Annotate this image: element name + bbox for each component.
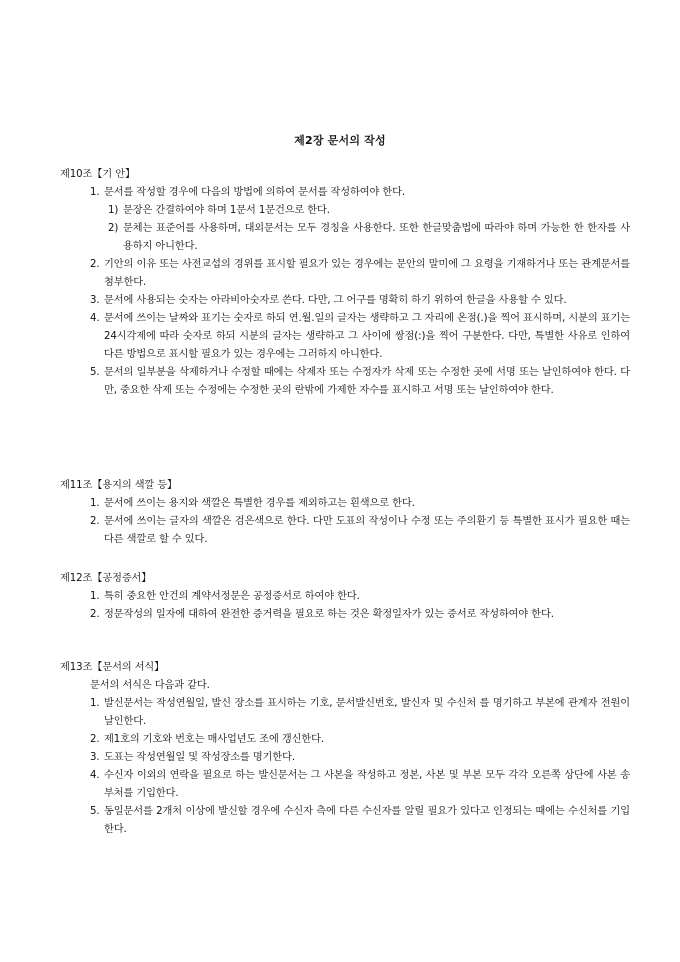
- item-text: 문서에 쓰이는 글자의 색깔은 검은색으로 한다. 다만 도표의 작성이나 수정 또는 주의환기 등 특별한 표시가 필요한 때는 다른 색깔로 할 수 있다.: [104, 516, 630, 545]
- article-item: [90, 184, 630, 202]
- item-number: 2.: [90, 609, 100, 620]
- article-item: [90, 695, 630, 731]
- item-text: 도표는 작성연월일 및 작성장소를 명기한다.: [104, 752, 296, 763]
- item-number: 5.: [90, 806, 100, 817]
- subitem-number: 2): [108, 223, 119, 234]
- article-item: [90, 731, 630, 749]
- article-subitem: [108, 202, 630, 220]
- item-text: 문서에 사용되는 숫자는 아라비아숫자로 쓴다. 다만, 그 어구를 명확히 하기 위하여 한글을 사용할 수 있다.: [104, 295, 567, 306]
- article-intro: 문서의 서식은 다음과 같다.: [90, 680, 210, 691]
- article-item: [90, 803, 630, 839]
- article-item: [90, 292, 630, 310]
- item-number: 2.: [90, 516, 100, 527]
- article-11: [60, 477, 630, 549]
- article-10: [60, 166, 630, 400]
- item-number: 1.: [90, 698, 100, 709]
- item-number: 2.: [90, 734, 100, 745]
- item-text: 문서를 작성할 경우에 다음의 방법에 의하여 문서를 작성하여야 한다.: [104, 187, 405, 198]
- item-text: 수신자 이외의 연락을 필요로 하는 발신문서는 그 사본을 작성하고 정본, 사본 및 부본 모두 각각 오른쪽 상단에 사본 송부처를 기입한다.: [104, 770, 630, 799]
- article-item: [90, 606, 630, 624]
- article-item: [90, 495, 630, 513]
- chapter-title: 제2장 문서의 작성: [294, 134, 386, 147]
- item-text: 문서에 쓰이는 용지와 색깔은 특별한 경우를 제외하고는 흰색으로 한다.: [104, 498, 415, 509]
- item-number: 4.: [90, 770, 100, 781]
- item-number: 1.: [90, 187, 100, 198]
- article-heading: 제11조【용지의 색깔 등】: [60, 480, 178, 491]
- item-number: 1.: [90, 498, 100, 509]
- item-number: 5.: [90, 367, 100, 378]
- article-item: [90, 767, 630, 803]
- article-heading: 제13조【문서의 서식】: [60, 662, 165, 673]
- item-text: 문서의 일부분을 삭제하거나 수정할 때에는 삭제자 또는 수정자가 삭제 또는 수정한 곳에 서명 또는 날인하여야 한다. 다만, 중요한 삭제 또는 수정에는 수정한 곳의 란밖에 가제한 자수를 표시하고 서명 또는 날인하여야 한다.: [104, 367, 630, 396]
- item-number: 2.: [90, 259, 100, 270]
- item-text: 특히 중요한 안건의 계약서정문은 공정증서로 하여야 한다.: [104, 591, 360, 602]
- item-text: 정문작성의 일자에 대하여 완전한 증거력을 필요로 하는 것은 확정일자가 있는 증서로 작성하여야 한다.: [104, 609, 554, 620]
- subitem-text: 문체는 표준어를 사용하며, 대외문서는 모두 경칭을 사용한다. 또한 한글맞춤법에 따라야 하며 가능한 한 한자를 사용하지 아니한다.: [123, 223, 630, 252]
- article-12: [60, 570, 630, 624]
- item-text: 문서에 쓰이는 날짜와 표기는 숫자로 하되 연.월.일의 글자는 생략하고 그 자리에 온점(.)을 찍어 표시하며, 시분의 표기는 24시각제에 따라 숫자로 하되 시분의 글자는 생략하고 그 사이에 쌍점(:)을 찍어 구분한다. 다만, 특별한 사유로 인하여 다른 방법으로 표시할 필요가 있는 경우에는 그러하지 아니한다.: [104, 313, 630, 360]
- item-text: 동일문서를 2개처 이상에 발신할 경우에 수신자 측에 다른 수신자를 알릴 필요가 있다고 인정되는 때에는 수신처를 기입한다.: [104, 806, 630, 835]
- article-item: [90, 749, 630, 767]
- article-13: [60, 659, 630, 839]
- article-item: [90, 256, 630, 292]
- article-item: [90, 588, 630, 606]
- item-number: 3.: [90, 295, 100, 306]
- article-item: [90, 513, 630, 549]
- subitem-text: 문장은 간결하여야 하며 1문서 1문건으로 한다.: [123, 205, 330, 216]
- article-subitem: [108, 220, 630, 256]
- item-number: 4.: [90, 313, 100, 324]
- article-item: [90, 364, 630, 400]
- subitem-number: 1): [108, 205, 119, 216]
- item-number: 1.: [90, 591, 100, 602]
- item-number: 3.: [90, 752, 100, 763]
- item-text: 발신문서는 작성연월일, 발신 장소를 표시하는 기호, 문서발신번호, 발신자 및 수신처 를 명기하고 부본에 관계자 전원이 날인한다.: [104, 698, 630, 727]
- article-heading: 제10조【기 안】: [60, 169, 136, 180]
- item-text: 기안의 이유 또는 사전교섭의 경위를 표시할 필요가 있는 경우에는 문안의 말미에 그 요령을 기재하거나 또는 관계문서를 첨부한다.: [104, 259, 630, 288]
- article-item: [90, 310, 630, 364]
- article-heading: 제12조【공정증서】: [60, 573, 152, 584]
- item-text: 제1호의 기호와 번호는 매사업년도 조에 갱신한다.: [104, 734, 325, 745]
